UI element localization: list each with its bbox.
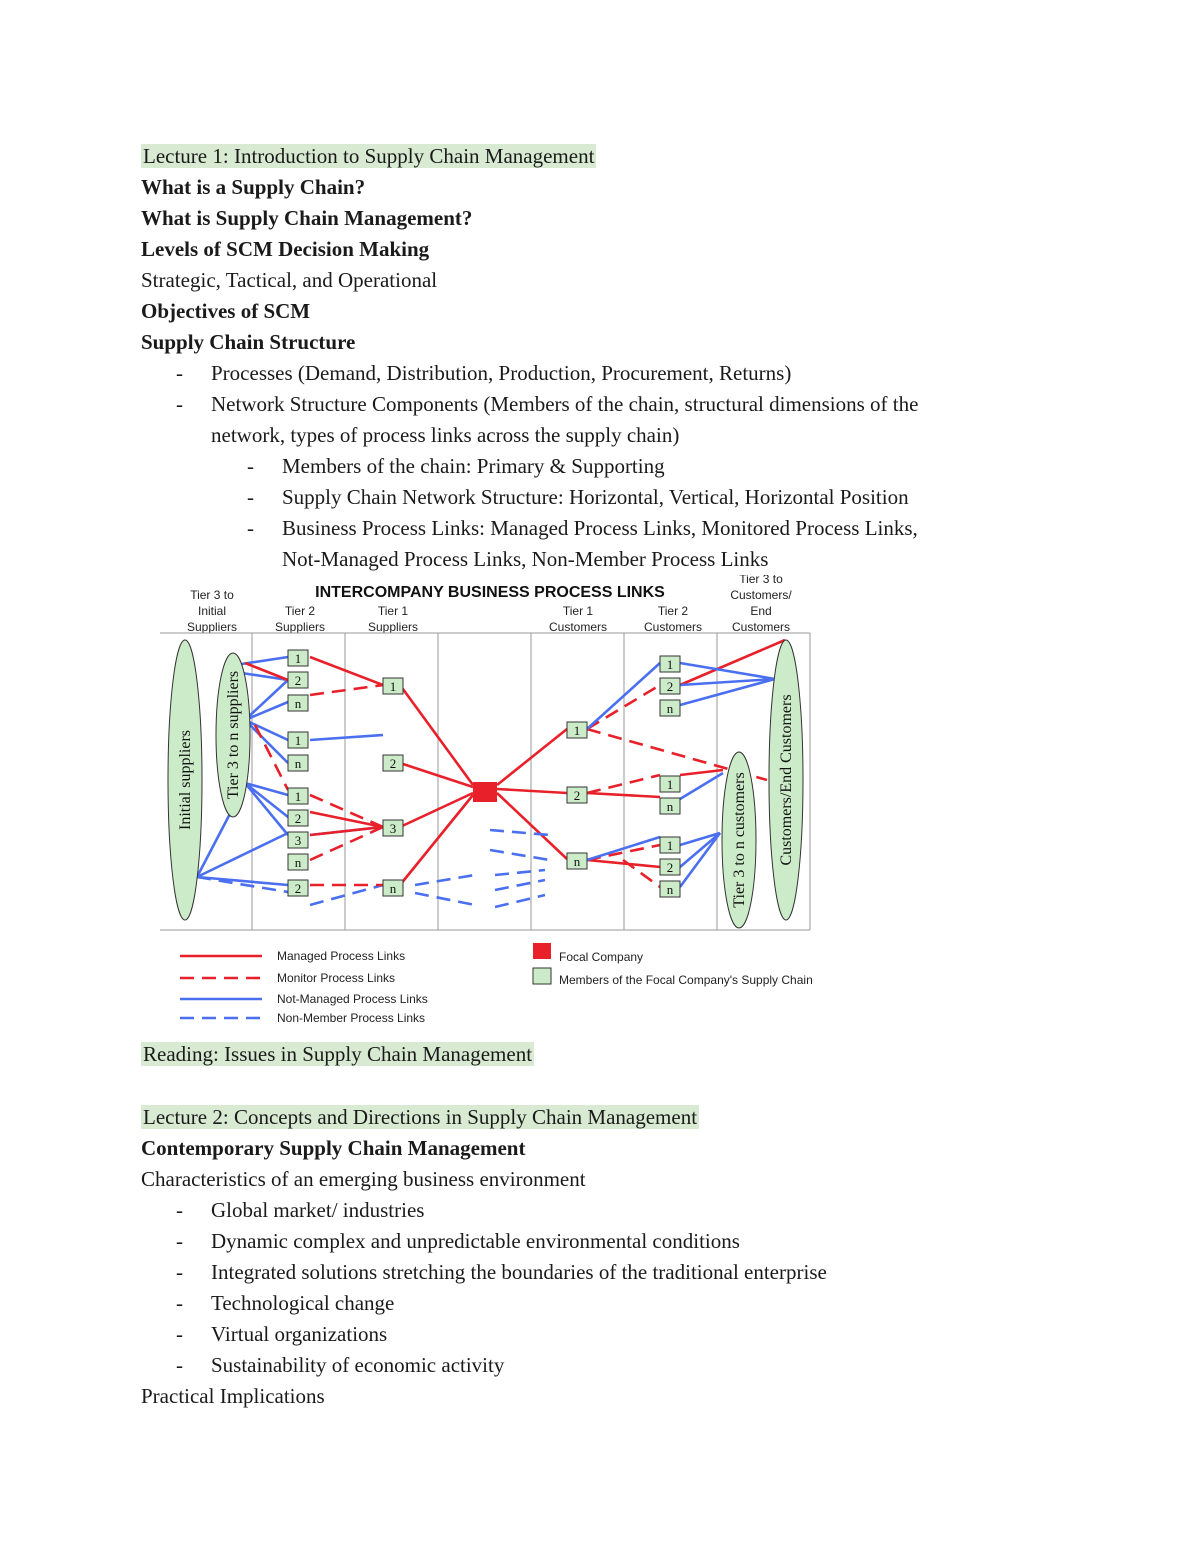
diagram-title: INTERCOMPANY BUSINESS PROCESS LINKS — [315, 584, 665, 601]
heading-what-is-scm: What is Supply Chain Management? — [141, 206, 473, 230]
bullet-dash: - — [176, 1229, 183, 1253]
header-tier2-customers-2: Customers — [643, 620, 703, 634]
practical-implications: Practical Implications — [141, 1384, 325, 1408]
process-links — [197, 640, 785, 907]
sub-bullet-dash: - — [247, 516, 254, 540]
bullet-processes: Processes (Demand, Distribution, Production, Procurement, Returns) — [211, 361, 792, 385]
initial-suppliers-label: Initial suppliers — [177, 730, 194, 830]
legend-not-managed: Not-Managed Process Links — [277, 992, 428, 1006]
member-node-label: 3 — [389, 821, 397, 836]
header-tier2-customers-1: Tier 2 — [657, 604, 689, 618]
heading-what-is-supply-chain: What is a Supply Chain? — [141, 175, 366, 199]
bullet-dash: - — [176, 1198, 183, 1222]
heading-levels: Levels of SCM Decision Making — [141, 237, 430, 261]
sub-bullet-links-line2: Not-Managed Process Links, Non-Member Process Links — [282, 547, 769, 571]
header-tier1-suppliers-1: Tier 1 — [377, 604, 409, 618]
member-node-label: n — [666, 701, 674, 716]
lecture2-bullet: Technological change — [211, 1291, 395, 1315]
member-node-label: n — [294, 756, 302, 771]
lecture2-title: Lecture 2: Concepts and Directions in Supply Chain Management — [143, 1105, 698, 1129]
bullet-dash: - — [176, 1291, 183, 1315]
bullet-dash: - — [176, 392, 183, 416]
heading-structure: Supply Chain Structure — [141, 330, 356, 354]
member-node-label: 1 — [294, 651, 302, 666]
process-links-diagram — [155, 575, 855, 1030]
member-node-label: 1 — [666, 838, 674, 853]
lecture1-title: Lecture 1: Introduction to Supply Chain Management — [143, 144, 595, 168]
end-customers-label: Customers/End Customers — [778, 694, 795, 866]
header-tier3-suppliers-2: Initial — [197, 604, 227, 618]
member-node-label: n — [666, 799, 674, 814]
member-node-label: 1 — [666, 657, 674, 672]
lecture2-bullet: Integrated solutions stretching the boundaries of the traditional enterprise — [211, 1260, 827, 1284]
legend-managed: Managed Process Links — [277, 949, 406, 963]
member-node-label: 2 — [573, 788, 581, 803]
header-tier1-suppliers-2: Suppliers — [367, 620, 419, 634]
sub-bullet-members: Members of the chain: Primary & Supporting — [282, 454, 665, 478]
heading-objectives: Objectives of SCM — [141, 299, 311, 323]
tier3-customers-label: Tier 3 to n customers — [731, 772, 748, 908]
sub-bullet-dash: - — [247, 485, 254, 509]
header-tier3-customers-1: Tier 3 to — [739, 575, 783, 586]
member-nodes — [288, 650, 680, 897]
legend-focal-swatch — [533, 943, 551, 959]
bullet-network-line2: network, types of process links across the supply chain) — [211, 423, 680, 447]
member-node-label: 1 — [294, 733, 302, 748]
member-node-label: n — [389, 881, 397, 896]
bullet-dash: - — [176, 1322, 183, 1346]
focal-company-square — [473, 782, 497, 802]
member-node-label: n — [294, 696, 302, 711]
header-tier1-customers-1: Tier 1 — [562, 604, 594, 618]
sub-bullet-network: Supply Chain Network Structure: Horizontal, Vertical, Horizontal Position — [282, 485, 909, 509]
header-tier1-customers-2: Customers — [548, 620, 608, 634]
member-node-label: 1 — [389, 679, 397, 694]
member-node-label: 1 — [294, 789, 302, 804]
member-node-label: 2 — [666, 679, 674, 694]
header-tier3-suppliers-3: Suppliers — [186, 620, 238, 634]
bullet-dash: - — [176, 1260, 183, 1284]
lecture2-bullet: Dynamic complex and unpredictable environmental conditions — [211, 1229, 740, 1253]
bullet-dash: - — [176, 1353, 183, 1377]
bullet-network-line1: Network Structure Components (Members of the chain, structural dimensions of the — [211, 392, 919, 416]
member-node-label: n — [666, 882, 674, 897]
diagram-frame — [160, 633, 810, 930]
member-node-label: 2 — [666, 860, 674, 875]
member-node-label: n — [573, 854, 581, 869]
legend — [180, 943, 813, 1025]
header-tier3-customers-2: Customers/ — [730, 588, 792, 602]
sub-bullet-dash: - — [247, 454, 254, 478]
legend-focal: Focal Company — [559, 950, 644, 964]
header-tier3-customers-3: End — [750, 604, 772, 618]
reading-line: Reading: Issues in Supply Chain Management — [143, 1042, 533, 1066]
member-node-label: 1 — [666, 777, 674, 792]
tier3-suppliers-label: Tier 3 to n suppliers — [225, 670, 242, 800]
sub-bullet-links-line1: Business Process Links: Managed Process Links, Monitored Process Links, — [282, 516, 918, 540]
lecture2-bullet: Sustainability of economic activity — [211, 1353, 505, 1377]
member-node-label: 2 — [294, 811, 302, 826]
legend-members-swatch — [533, 968, 551, 984]
member-node-label: 2 — [294, 881, 302, 896]
member-node-label: 3 — [294, 833, 302, 848]
levels-text: Strategic, Tactical, and Operational — [141, 268, 438, 292]
header-tier2-suppliers-1: Tier 2 — [284, 604, 316, 618]
bullet-dash: - — [176, 361, 183, 385]
member-node-label: n — [294, 855, 302, 870]
lecture2-bullet: Virtual organizations — [211, 1322, 388, 1346]
heading-contemporary: Contemporary Supply Chain Management — [141, 1136, 526, 1160]
header-tier3-customers-4: Customers — [731, 620, 791, 634]
legend-non-member: Non-Member Process Links — [277, 1011, 426, 1025]
member-node-label: 2 — [389, 756, 397, 771]
lecture2-bullet: Global market/ industries — [211, 1198, 425, 1222]
header-tier3-suppliers-1: Tier 3 to — [190, 588, 234, 602]
member-node-label: 1 — [573, 723, 581, 738]
header-tier2-suppliers-2: Suppliers — [274, 620, 326, 634]
legend-monitor: Monitor Process Links — [277, 971, 396, 985]
characteristics-text: Characteristics of an emerging business environment — [141, 1167, 586, 1191]
legend-members: Members of the Focal Company's Supply Chain — [559, 973, 813, 987]
member-node-label: 2 — [294, 673, 302, 688]
